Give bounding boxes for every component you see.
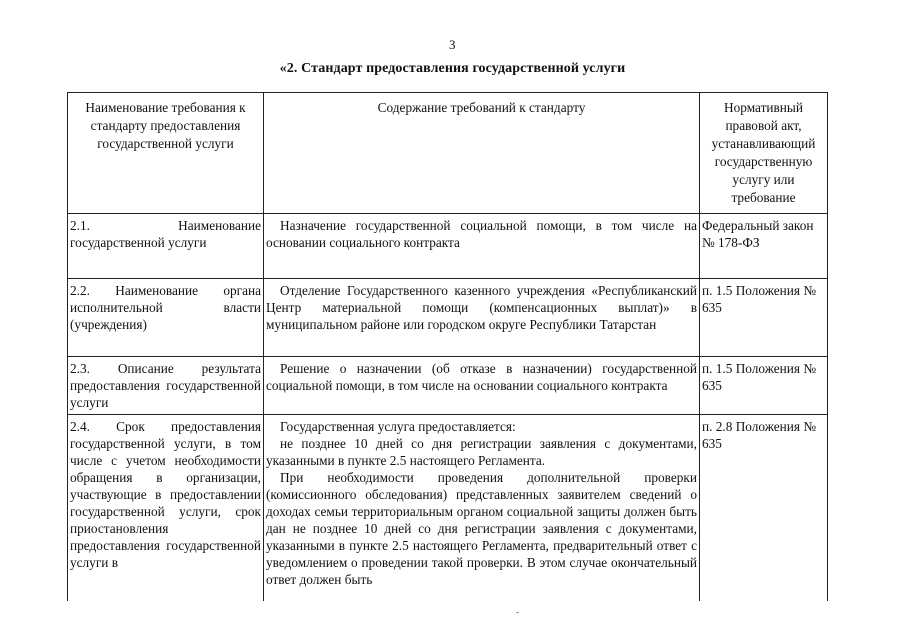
scan-mark: [516, 612, 519, 613]
row-name: 2.2. Наименование органа исполнительной власти (учреждения): [70, 283, 261, 332]
row-name: 2.4. Срок предоставления государственной услуги, в том числе с учетом необходимости обращения в организации, участвующие в предоставлении государственной услуги, срок приостановления предоставления государственной услуги в: [70, 419, 261, 570]
table-header-row: [68, 93, 828, 214]
row-legal-act: Федеральный закон № 178-ФЗ: [702, 218, 814, 250]
requirements-table: [67, 92, 828, 601]
row-legal-act: п. 1.5 Положения № 635: [702, 283, 817, 315]
header-requirement-content: Содержание требований к стандарту: [264, 93, 700, 214]
row-content: Назначение государственной социальной помощи, в том числе на основании социального контракта: [266, 218, 697, 250]
row-name: 2.3. Описание результата предоставления государственной услуги: [70, 361, 261, 410]
section-title: «2. Стандарт предоставления государственной услуги: [279, 61, 626, 76]
table-row: [68, 279, 828, 357]
row-name: 2.1. Наименование государственной услуги: [70, 218, 261, 250]
row-legal-act: п. 2.8 Положения № 635: [702, 419, 817, 451]
row-content-paragraph: При необходимости проведения дополнительной проверки (комиссионного обследования) представленных заявителем сведений о доходах семьи территориальным органом социальной защиты должен быть дан не позднее 10 дней со дня регистрации заявления с документами, указанными в пункте 2.5 настоящего Регламента, предварительный ответ с уведомлением о проведении такой проверки. В этом случае окончательный ответ должен быть: [266, 470, 697, 587]
row-content-paragraph: не позднее 10 дней со дня регистрации заявления с документами, указанными в пункте 2.5 настоящего Регламента.: [266, 436, 697, 468]
table-row: [68, 357, 828, 415]
header-legal-act: Нормативный правовой акт, устанавливающий государственную услугу или требование: [700, 93, 828, 214]
table-row: [68, 415, 828, 601]
table-row: [68, 214, 828, 279]
row-content: Отделение Государственного казенного учреждения «Республиканский Центр материальной помощи (компенсационных выплат)» в муниципальном районе или городском округе Республики Татарстан: [266, 283, 697, 332]
row-content: Решение о назначении (об отказе в назначении) государственной социальной помощи, в том числе на основании социального контракта: [266, 361, 697, 393]
page-number: 3: [449, 37, 456, 52]
row-legal-act: п. 1.5 Положения № 635: [702, 361, 817, 393]
row-content-paragraph: Государственная услуга предоставляется:: [280, 419, 516, 434]
header-requirement-name: Наименование требования к стандарту предоставления государственной услуги: [68, 93, 264, 214]
